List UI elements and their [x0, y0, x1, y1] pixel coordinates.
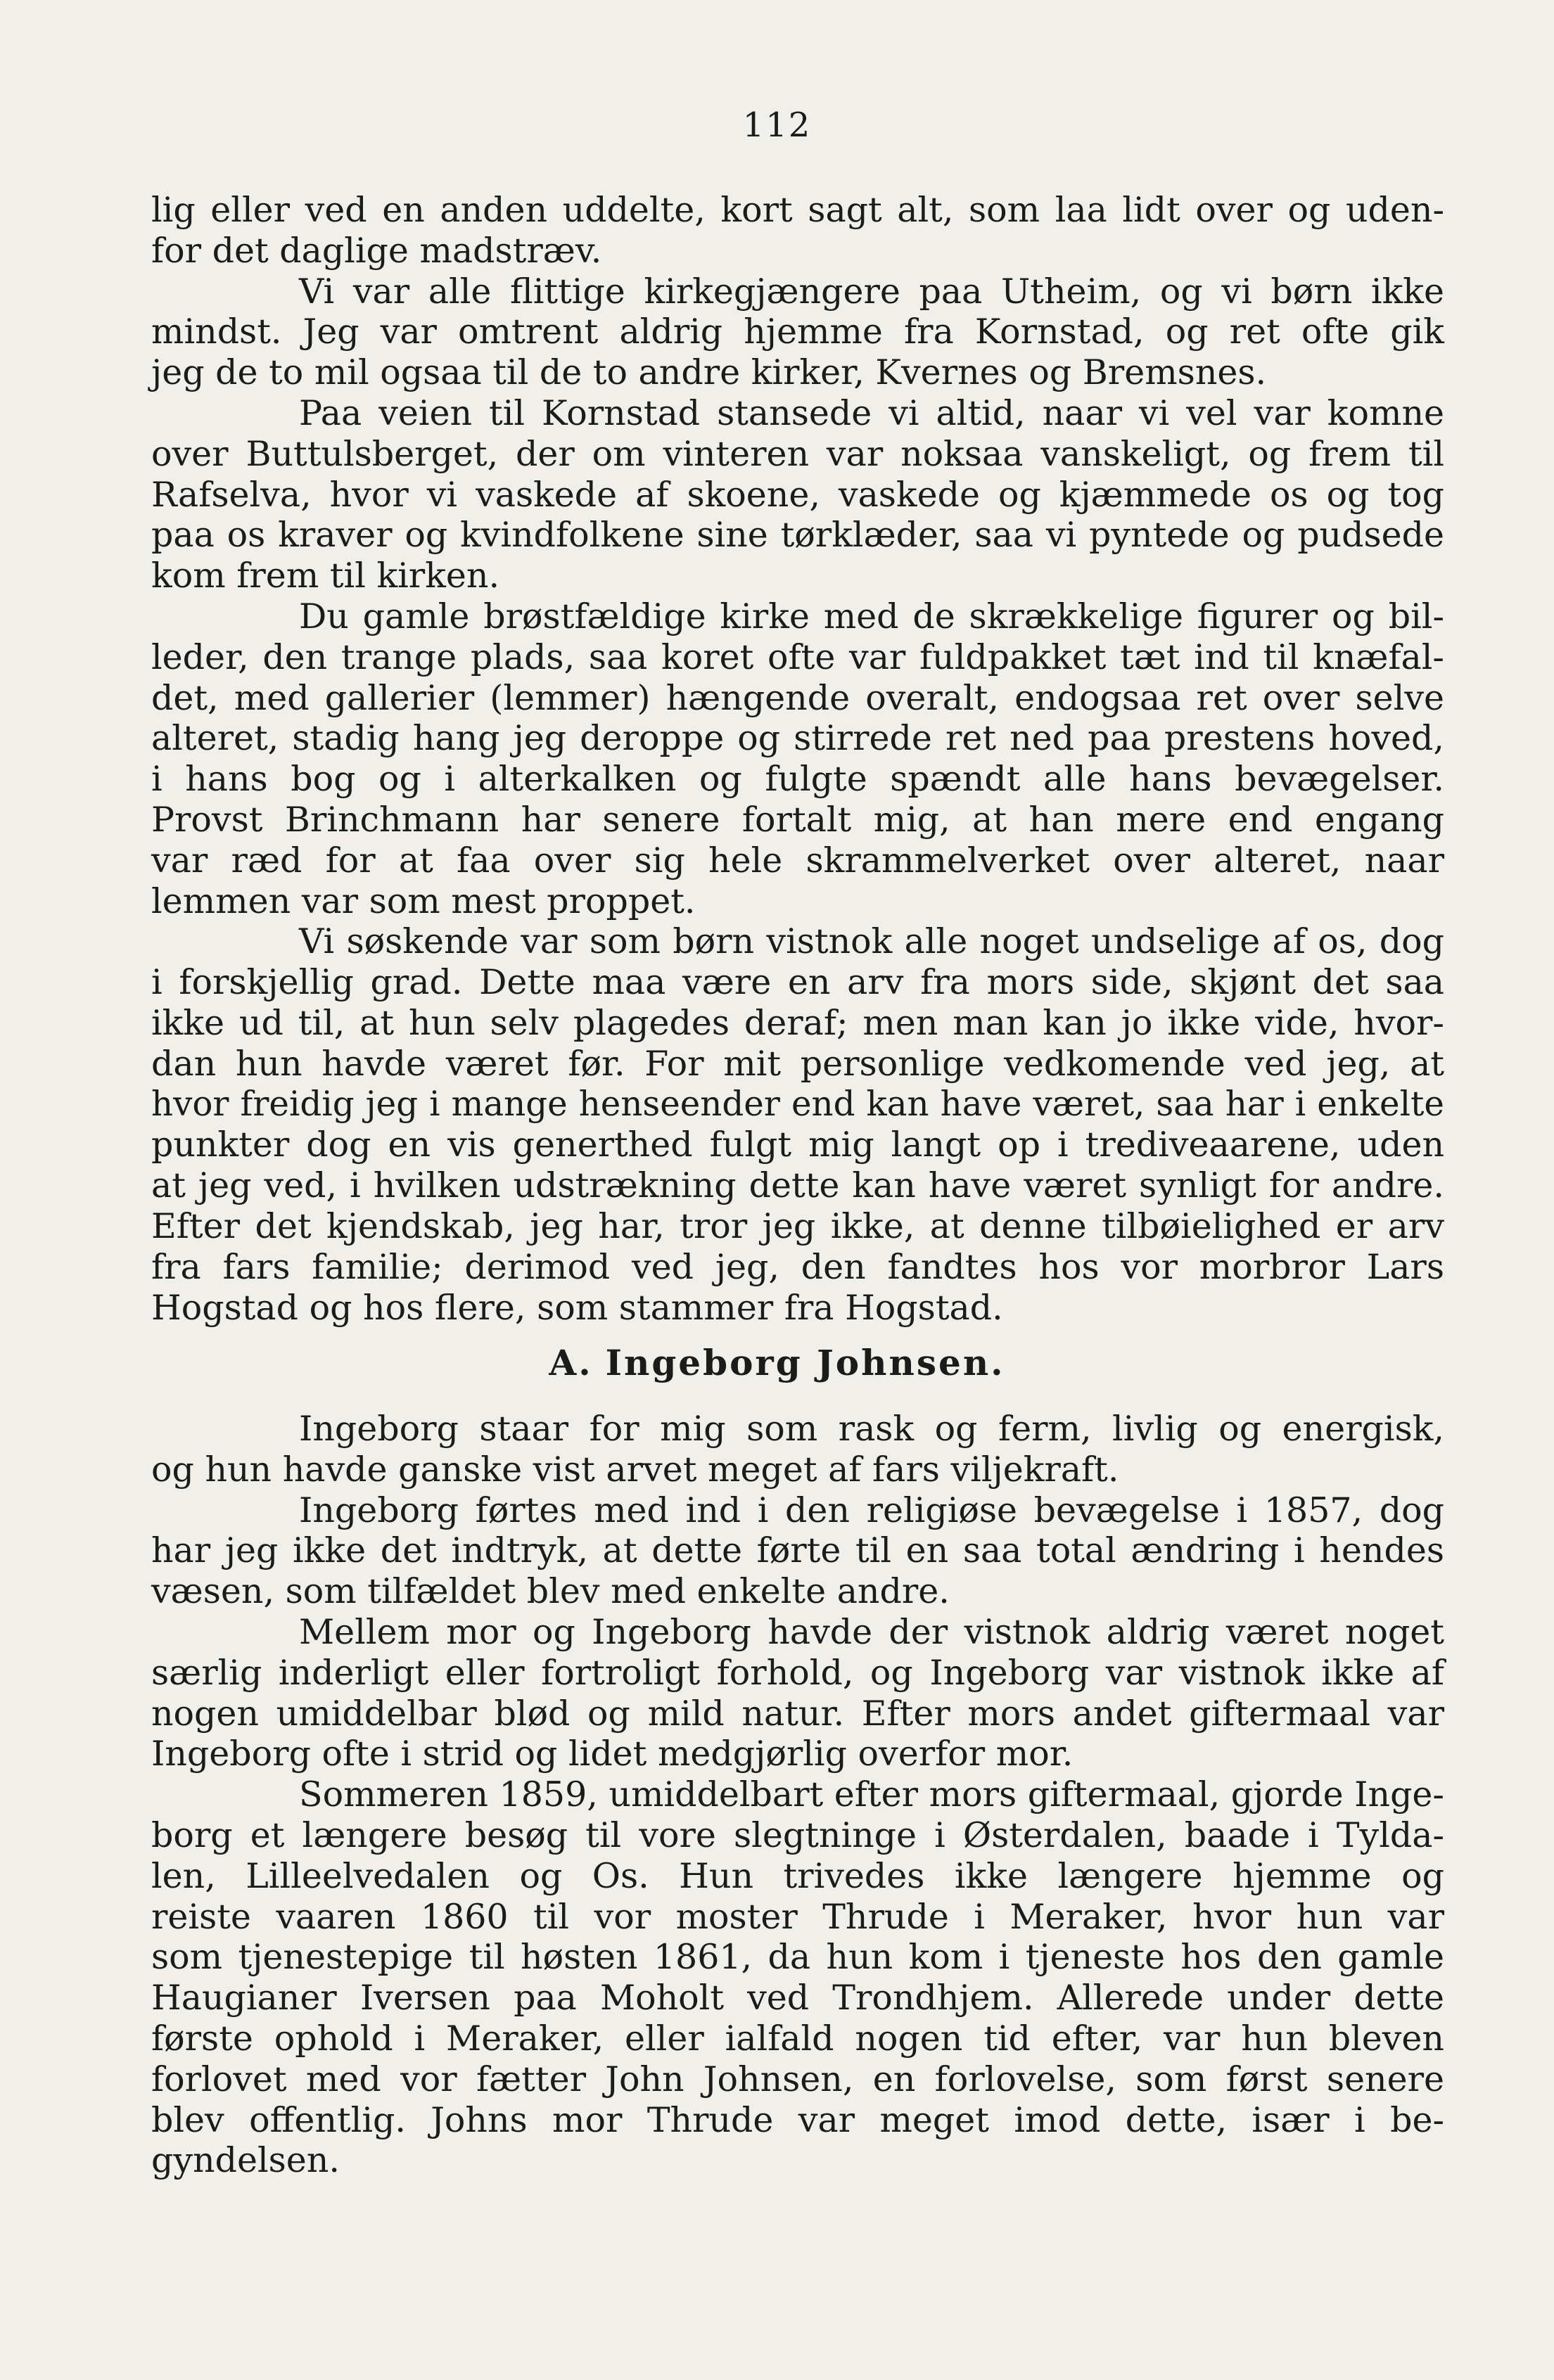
text-line: reiste vaaren 1860 til vor moster Thrude i Meraker, hvor hun var — [151, 1896, 1444, 1937]
text-line: Du gamle brøstfældige kirke med de skrækkelige figurer og bil- — [299, 596, 1444, 636]
text-line: forlovet med vor fætter John Johnsen, en forlovelse, som først senere — [151, 2059, 1444, 2099]
text-line: Efter det kjendskab, jeg har, tror jeg ikke, at denne tilbøielighed er arv — [151, 1205, 1444, 1246]
text-line: mindst. Jeg var omtrent aldrig hjemme fra Kornstad, og ret ofte gik — [151, 312, 1444, 352]
text-line: Hogstad og hos flere, som stammer fra Hogstad. — [151, 1287, 1003, 1328]
text-line: lemmen var som mest proppet. — [151, 881, 696, 921]
text-line: fra fars familie; derimod ved jeg, den fandtes hos vor morbror Lars — [151, 1246, 1444, 1287]
text-line: Rafselva, hvor vi vaskede af skoene, vaskede og kjæmmede os og tog — [151, 474, 1444, 515]
text-line: Vi søskende var som børn vistnok alle noget undselige af os, dog — [299, 921, 1444, 962]
text-line: i hans bog og i alterkalken og fulgte spændt alle hans bevægelser. — [151, 759, 1444, 800]
section-letter: A. — [549, 1342, 593, 1383]
text-line: Provst Brinchmann har senere fortalt mig, at han mere end engang — [151, 799, 1444, 840]
text-line: alteret, stadig hang jeg deroppe og stirrede ret ned paa prestens hoved, — [151, 718, 1444, 759]
text-line: Ingeborg førtes med ind i den religiøse bevægelse i 1857, dog — [299, 1490, 1444, 1530]
text-line: første ophold i Meraker, eller ialfald nogen tid efter, var hun bleven — [151, 2018, 1444, 2059]
text-line: Mellem mor og Ingeborg havde der vistnok aldrig været noget — [299, 1611, 1444, 1652]
text-line: Ingeborg ofte i strid og lidet medgjørlig overfor mor. — [151, 1734, 1074, 1774]
text-line: len, Lilleelvedalen og Os. Hun trivedes ikke længere hjemme og — [151, 1855, 1444, 1896]
page-number: 112 — [742, 105, 812, 145]
text-line: borg et længere besøg til vore slegtninge i Østerdalen, baade i Tylda- — [151, 1815, 1444, 1855]
text-line: Haugianer Iversen paa Moholt ved Trondhjem. Allerede under dette — [151, 1978, 1444, 2018]
text-line: Paa veien til Kornstad stansede vi altid, naar vi vel var komne — [299, 392, 1444, 433]
text-line: paa os kraver og kvindfolkene sine tørklæder, saa vi pyntede og pudsede — [151, 515, 1444, 556]
text-line: at jeg ved, i hvilken udstrækning dette kan have været synligt for andre. — [151, 1165, 1444, 1206]
body-text — [151, 190, 1444, 1328]
section-body-text — [151, 1409, 1444, 2181]
text-line: har jeg ikke det indtryk, at dette førte til en saa total ændring i hendes — [151, 1530, 1444, 1571]
text-line: ikke ud til, at hun selv plagedes deraf; men man kan jo ikke vide, hvor- — [151, 1002, 1444, 1043]
text-line: lig eller ved en anden uddelte, kort sagt alt, som laa lidt over og uden- — [151, 190, 1444, 230]
section-heading — [0, 1342, 1554, 1383]
text-line: nogen umiddelbar blød og mild natur. Efter mors andet giftermaal var — [151, 1693, 1444, 1734]
text-line: gyndelsen. — [151, 2140, 340, 2181]
text-line: dan hun havde været før. For mit personlige vedkomende ved jeg, at — [151, 1043, 1444, 1084]
text-line: for det daglige madstræv. — [151, 230, 602, 271]
section-title: Ingeborg Johnsen. — [605, 1342, 1005, 1383]
text-line: Ingeborg staar for mig som rask og ferm, livlig og energisk, — [299, 1409, 1444, 1449]
text-line: over Buttulsberget, der om vinteren var noksaa vanskeligt, og frem til — [151, 433, 1444, 474]
text-line: væsen, som tilfældet blev med enkelte andre. — [151, 1571, 950, 1612]
text-line: var ræd for at faa over sig hele skrammelverket over alteret, naar — [151, 840, 1444, 881]
text-line: særlig inderligt eller fortroligt forhold, og Ingeborg var vistnok ikke af — [151, 1652, 1444, 1693]
text-line: jeg de to mil ogsaa til de to andre kirker, Kvernes og Bremsnes. — [151, 352, 1267, 393]
text-line: i forskjellig grad. Dette maa være en arv fra mors side, skjønt det saa — [151, 962, 1444, 1003]
text-line: Vi var alle flittige kirkegjængere paa Utheim, og vi børn ikke — [299, 271, 1444, 312]
text-line: punkter dog en vis generthed fulgt mig langt op i trediveaarene, uden — [151, 1125, 1444, 1165]
text-line: det, med gallerier (lemmer) hængende overalt, endogsaa ret over selve — [151, 677, 1444, 718]
text-line: Sommeren 1859, umiddelbart efter mors giftermaal, gjorde Inge- — [299, 1774, 1444, 1815]
text-line: kom frem til kirken. — [151, 556, 500, 596]
text-line: og hun havde ganske vist arvet meget af fars viljekraft. — [151, 1449, 1119, 1490]
text-line: hvor freidig jeg i mange henseender end kan have været, saa har i enkelte — [151, 1084, 1444, 1124]
text-line: blev offentlig. Johns mor Thrude var meget imod dette, især i be- — [151, 2099, 1444, 2140]
text-line: leder, den trange plads, saa koret ofte var fuldpakket tæt ind til knæfal- — [151, 636, 1444, 677]
text-line: som tjenestepige til høsten 1861, da hun kom i tjeneste hos den gamle — [151, 1937, 1444, 1978]
